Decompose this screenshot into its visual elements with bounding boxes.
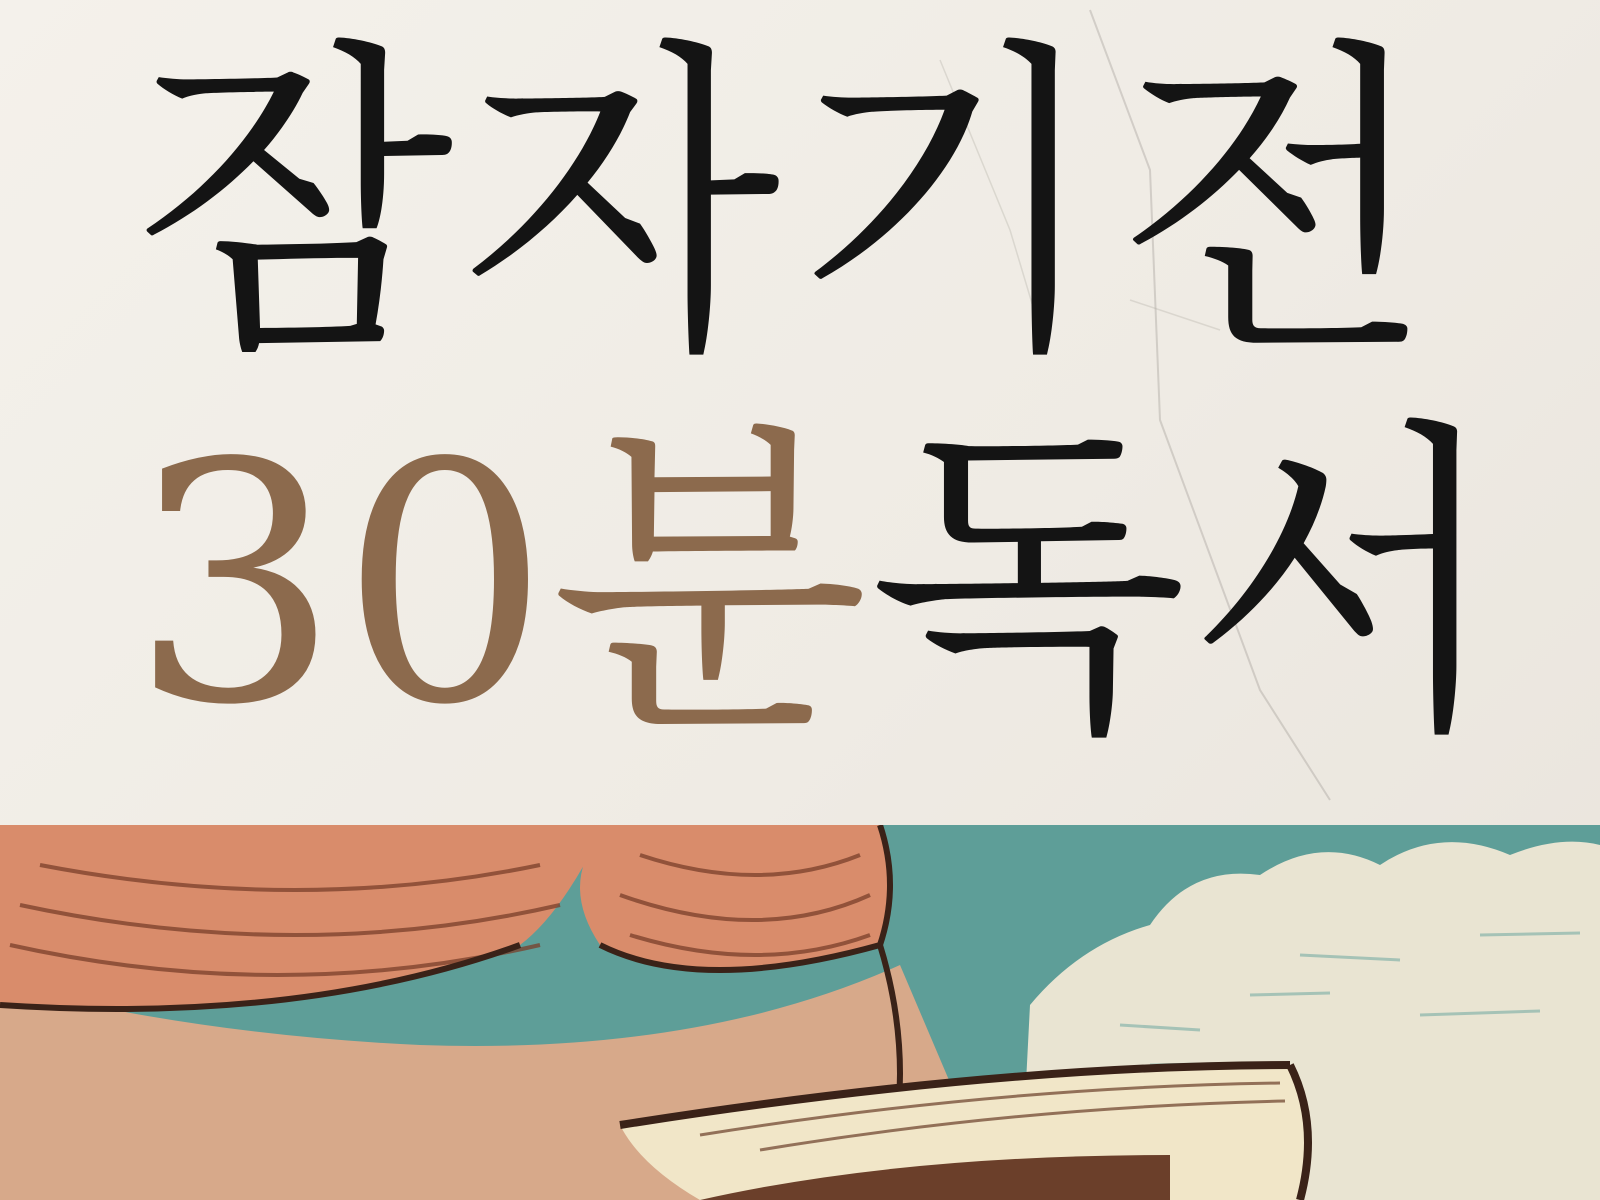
title-accent-30-minutes: 30분 xyxy=(130,393,869,777)
title-line-1: 잠자기전 xyxy=(135,13,1443,397)
title-reading: 독서 xyxy=(868,393,1507,777)
title-line-2 xyxy=(130,393,1507,777)
girl-reading-book-illustration xyxy=(0,825,1600,1200)
